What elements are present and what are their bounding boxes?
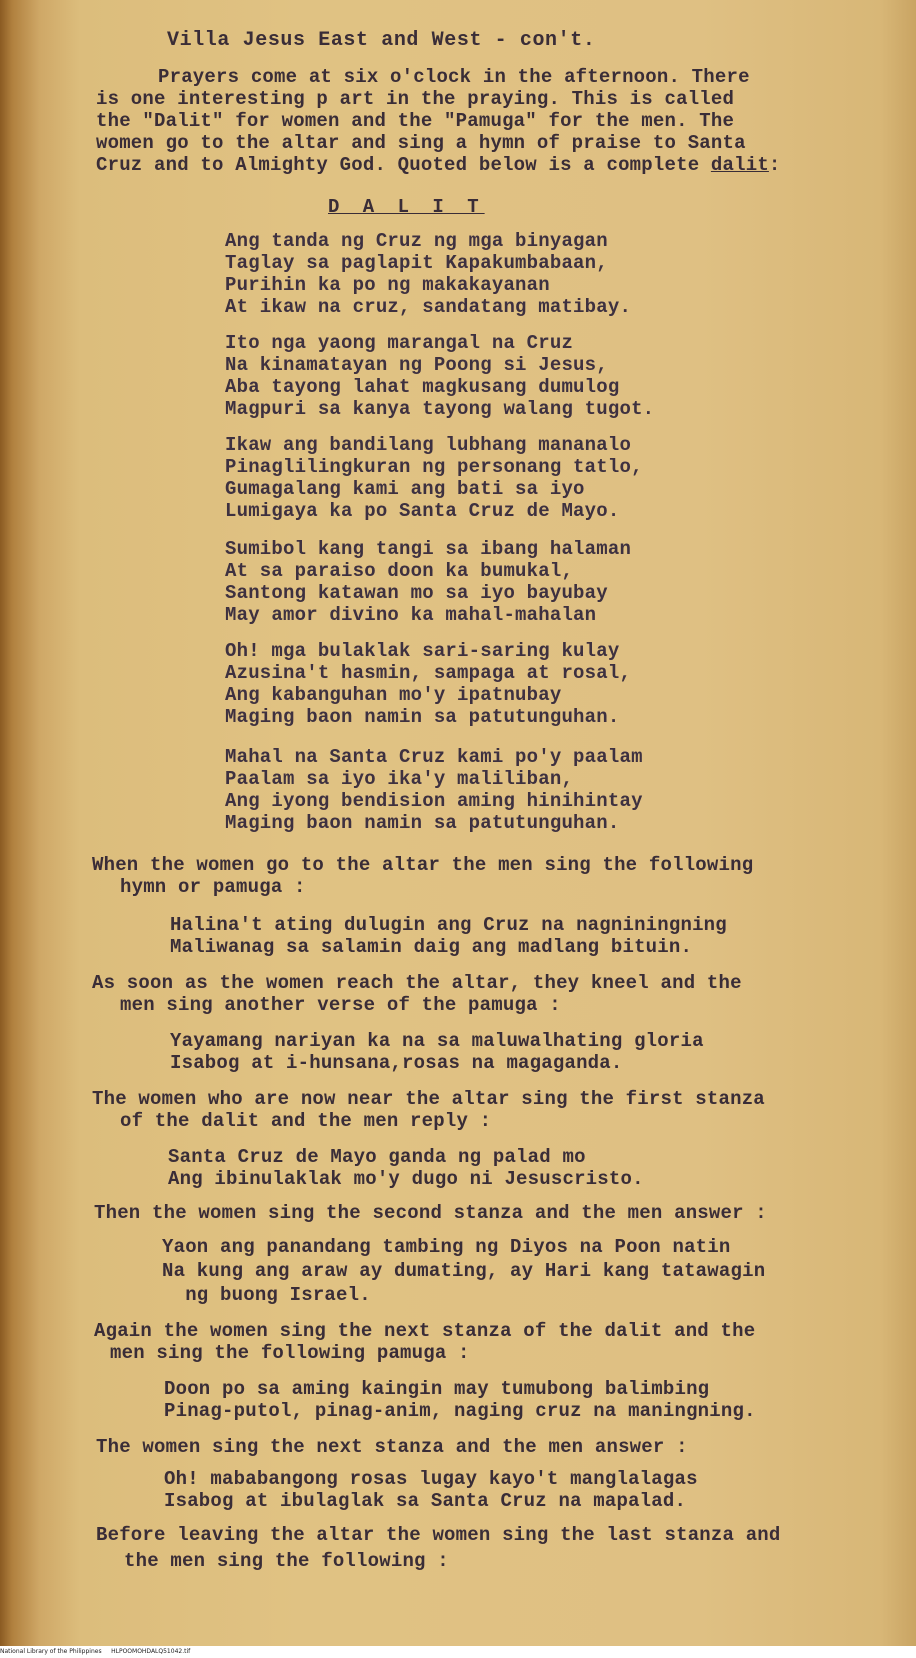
narration-line: the men sing the following : xyxy=(124,1550,449,1572)
poem-line: Magpuri sa kanya tayong walang tugot. xyxy=(225,398,655,420)
poem-line: Ang kabanguhan mo'y ipatnubay xyxy=(225,684,562,706)
narration-line: As soon as the women reach the altar, they kneel and the xyxy=(92,972,742,994)
intro-line: is one interesting p art in the praying. This is called xyxy=(96,88,735,110)
pamuga-verse-line: Pinag-putol, pinag-anim, naging cruz na maningning. xyxy=(164,1400,756,1422)
intro-line: the "Dalit" for women and the "Pamuga" for the men. The xyxy=(96,110,735,132)
pamuga-verse-line: Santa Cruz de Mayo ganda ng palad mo xyxy=(168,1146,586,1168)
dalit-word: dalit xyxy=(710,154,769,176)
poem-line: Paalam sa iyo ika'y maliliban, xyxy=(225,768,574,790)
poem-line: Ikaw ang bandilang lubhang mananalo xyxy=(225,434,632,456)
poem-line: Na kinamatayan ng Poong si Jesus, xyxy=(225,354,608,376)
poem-line: Maging baon namin sa patutunguhan. xyxy=(225,812,620,834)
page-header: Villa Jesus East and West - con't. xyxy=(167,29,596,52)
narration-line: Again the women sing the next stanza of the dalit and the xyxy=(94,1320,756,1342)
poem-line: Maging baon namin sa patutunguhan. xyxy=(225,706,620,728)
poem-line: At sa paraiso doon ka bumukal, xyxy=(225,560,574,582)
poem-line: Lumigaya ka po Santa Cruz de Mayo. xyxy=(225,500,620,522)
poem-line: Azusina't hasmin, sampaga at rosal, xyxy=(225,662,632,684)
intro-line-text: Cruz and to Almighty God. Quoted below is a complete xyxy=(96,154,700,176)
poem-line: Ang iyong bendision aming hinihintay xyxy=(225,790,643,812)
pamuga-verse-line: Maliwanag sa salamin daig ang madlang bituin. xyxy=(170,936,693,958)
intro-line: women go to the altar and sing a hymn of praise to Santa xyxy=(96,132,746,154)
pamuga-verse-line: Isabog at ibulaglak sa Santa Cruz na mapalad. xyxy=(164,1490,687,1512)
poem-line: Sumibol kang tangi sa ibang halaman xyxy=(225,538,632,560)
poem-line: Mahal na Santa Cruz kami po'y paalam xyxy=(225,746,643,768)
poem-line: Gumagalang kami ang bati sa iyo xyxy=(225,478,585,500)
narration-line: The women sing the next stanza and the men answer : xyxy=(96,1436,688,1458)
pamuga-verse-line: Halina't ating dulugin ang Cruz na nagniningning xyxy=(170,914,727,936)
poem-line: Ito nga yaong marangal na Cruz xyxy=(225,332,574,354)
narration-line: hymn or pamuga : xyxy=(120,876,306,898)
poem-line: At ikaw na cruz, sandatang matibay. xyxy=(225,296,632,318)
pamuga-verse-line: Doon po sa aming kaingin may tumubong balimbing xyxy=(164,1378,710,1400)
narration-line: men sing another verse of the pamuga : xyxy=(120,994,561,1016)
poem-line: Santong katawan mo sa iyo bayubay xyxy=(225,582,608,604)
scan-footer: National Library of the Philippines HLPOOMOHDALQ51042.tif xyxy=(0,1646,916,1658)
poem-line: Oh! mga bulaklak sari-saring kulay xyxy=(225,640,620,662)
pamuga-verse-line: Isabog at i-hunsana,rosas na magaganda. xyxy=(170,1052,623,1074)
pamuga-verse-line: Yayamang nariyan ka na sa maluwalhating gloria xyxy=(170,1030,704,1052)
poem-line: Ang tanda ng Cruz ng mga binyagan xyxy=(225,230,608,252)
narration-line: of the dalit and the men reply : xyxy=(120,1110,492,1132)
narration-line: Before leaving the altar the women sing the last stanza and xyxy=(96,1524,781,1546)
dalit-title: D A L I T xyxy=(328,196,485,218)
poem-line: Purihin ka po ng makakayanan xyxy=(225,274,550,296)
pamuga-verse-line: ng buong Israel. xyxy=(162,1284,371,1306)
pamuga-verse-line: Yaon ang panandang tambing ng Diyos na Poon natin xyxy=(162,1236,731,1258)
narration-line: When the women go to the altar the men sing the following xyxy=(92,854,754,876)
poem-line: May amor divino ka mahal-mahalan xyxy=(225,604,597,626)
intro-line xyxy=(96,154,781,176)
pamuga-verse-line: Oh! mababangong rosas lugay kayo't manglalagas xyxy=(164,1468,698,1490)
poem-line: Pinaglilingkuran ng personang tatlo, xyxy=(225,456,643,478)
poem-line: Aba tayong lahat magkusang dumulog xyxy=(225,376,620,398)
intro-end-punct: : xyxy=(768,154,781,176)
intro-line: Prayers come at six o'clock in the afternoon. There xyxy=(158,66,750,88)
narration-line: The women who are now near the altar sing the first stanza xyxy=(92,1088,765,1110)
narration-line: men sing the following pamuga : xyxy=(110,1342,470,1364)
pamuga-verse-line: Ang ibinulaklak mo'y dugo ni Jesuscristo. xyxy=(168,1168,644,1190)
narration-line: Then the women sing the second stanza and the men answer : xyxy=(94,1202,767,1224)
pamuga-verse-line: Na kung ang araw ay dumating, ay Hari kang tatawagin xyxy=(162,1260,766,1282)
poem-line: Taglay sa paglapit Kapakumbabaan, xyxy=(225,252,608,274)
